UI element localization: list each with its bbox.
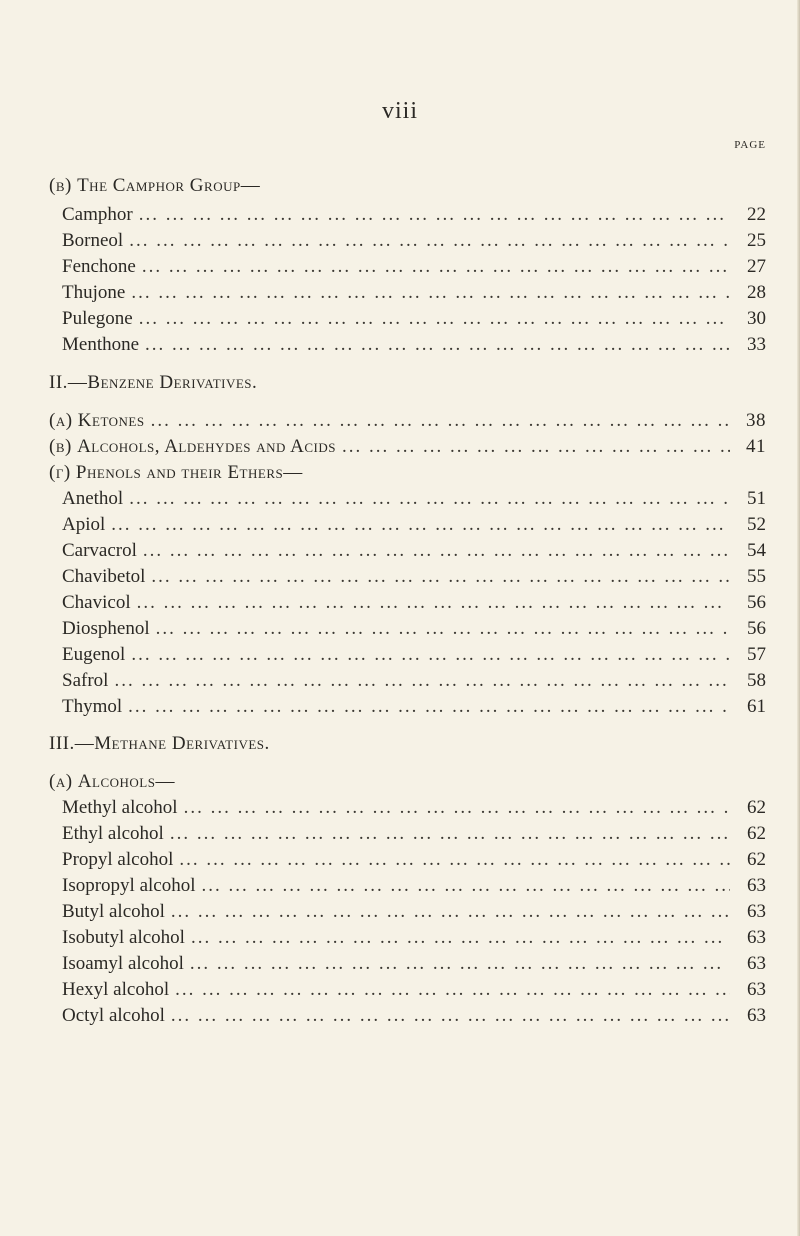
toc-entry [62, 486, 766, 512]
entry-name: Isopropyl alcohol [62, 875, 196, 896]
dot-leader [145, 332, 730, 358]
toc-entry [62, 332, 766, 358]
entry-page: 30 [747, 308, 766, 329]
dot-leader [202, 873, 730, 899]
entry-page: 62 [747, 849, 766, 870]
entry-name: Pulegone [62, 308, 133, 329]
entry-name: Anethol [62, 488, 124, 509]
toc-entry [62, 564, 766, 590]
entry-name: Isobutyl alcohol [62, 927, 185, 948]
entry-page: 56 [747, 618, 766, 639]
entry-name: Thymol [62, 696, 123, 717]
entry-page: 55 [747, 566, 766, 587]
entry-name: Propyl alcohol [62, 849, 174, 870]
toc-entry [62, 254, 766, 280]
dot-leader [171, 899, 730, 925]
toc-entry [62, 616, 766, 642]
entry-name: Safrol [62, 670, 109, 691]
toc-entry [62, 977, 766, 1003]
entry-name: Ethyl alcohol [62, 823, 164, 844]
entry-page: 38 [746, 410, 766, 431]
toc-entry [62, 925, 766, 951]
entry-page: 56 [747, 592, 766, 613]
entry-page: 62 [747, 797, 766, 818]
toc-entry [62, 306, 766, 332]
entry-name: Hexyl alcohol [62, 979, 170, 1000]
entry-name: (α) Ketones [49, 410, 145, 431]
entry-page: 25 [747, 230, 766, 251]
entry-page: 57 [747, 644, 766, 665]
dot-leader [129, 228, 730, 254]
dot-leader [151, 564, 730, 590]
dot-leader [143, 538, 730, 564]
toc-entry [62, 899, 766, 925]
toc-entry [62, 847, 766, 873]
dot-leader [139, 202, 730, 228]
entry-name: Octyl alcohol [62, 1005, 165, 1026]
entry-name: Fenchone [62, 256, 136, 277]
toc-entry-alcohols-aldehydes-acids [49, 434, 766, 460]
dot-leader [184, 795, 730, 821]
dot-leader [139, 306, 730, 332]
toc-entry [62, 280, 766, 306]
entry-name: Isoamyl alcohol [62, 953, 184, 974]
toc-entry [62, 538, 766, 564]
entry-page: 22 [747, 204, 766, 225]
dot-leader [111, 512, 730, 538]
entry-page: 63 [747, 953, 766, 974]
entry-page: 52 [747, 514, 766, 535]
entry-page: 54 [747, 540, 766, 561]
entry-name: (β) Alcohols, Aldehydes and Acids [49, 436, 336, 457]
dot-leader [129, 486, 730, 512]
dot-leader [156, 616, 730, 642]
section-heading-alcohols: (α) Alcohols— [49, 771, 175, 792]
entry-page: 63 [747, 927, 766, 948]
entry-page: 63 [747, 1005, 766, 1026]
entry-name: Apiol [62, 514, 106, 535]
entry-page: 41 [746, 436, 766, 457]
toc-entry [62, 821, 766, 847]
toc-entry [62, 951, 766, 977]
dot-leader [131, 280, 730, 306]
toc-entry [62, 795, 766, 821]
page-number: viii [381, 98, 418, 124]
dot-leader [171, 1003, 730, 1029]
toc-entry-ketones [49, 408, 766, 434]
toc-entry [62, 228, 766, 254]
entry-page: 58 [747, 670, 766, 691]
entry-name: Chavibetol [62, 566, 146, 587]
entry-page: 63 [747, 979, 766, 1000]
section-heading-methane-derivatives: III.—Methane Derivatives. [49, 733, 270, 754]
section-heading-phenols: (γ) Phenols and their Ethers— [49, 462, 303, 483]
dot-leader [170, 821, 730, 847]
dot-leader [137, 590, 730, 616]
entry-name: Methyl alcohol [62, 797, 178, 818]
toc-entry [62, 1003, 766, 1029]
dot-leader [114, 668, 730, 694]
section-heading-camphor-group: (β) The Camphor Group— [49, 175, 261, 196]
entry-page: 61 [747, 696, 766, 717]
entry-name: Borneol [62, 230, 124, 251]
entry-page: 51 [747, 488, 766, 509]
toc-entry [62, 694, 766, 720]
dot-leader [131, 642, 730, 668]
toc-entry [62, 873, 766, 899]
entry-name: Chavicol [62, 592, 131, 613]
toc-entry [62, 202, 766, 228]
dot-leader [175, 977, 730, 1003]
dot-leader [128, 694, 730, 720]
page-column-label: PAGE [734, 139, 766, 151]
entry-name: Carvacrol [62, 540, 137, 561]
entry-name: Butyl alcohol [62, 901, 165, 922]
toc-entry [62, 590, 766, 616]
dot-leader [151, 408, 730, 434]
dot-leader [191, 925, 730, 951]
toc-entry [62, 642, 766, 668]
entry-page: 27 [747, 256, 766, 277]
entry-page: 28 [747, 282, 766, 303]
toc-entry [62, 512, 766, 538]
section-heading-benzene-derivatives: II.—Benzene Derivatives. [49, 372, 258, 393]
entry-name: Menthone [62, 334, 140, 355]
dot-leader [142, 254, 730, 280]
dot-leader [190, 951, 730, 977]
dot-leader [179, 847, 730, 873]
entry-name: Thujone [62, 282, 126, 303]
entry-page: 33 [747, 334, 766, 355]
entry-page: 63 [747, 875, 766, 896]
entry-name: Diosphenol [62, 618, 150, 639]
dot-leader [342, 434, 730, 460]
entry-name: Camphor [62, 204, 133, 225]
entry-name: Eugenol [62, 644, 126, 665]
entry-page: 62 [747, 823, 766, 844]
entry-page: 63 [747, 901, 766, 922]
toc-entry [62, 668, 766, 694]
